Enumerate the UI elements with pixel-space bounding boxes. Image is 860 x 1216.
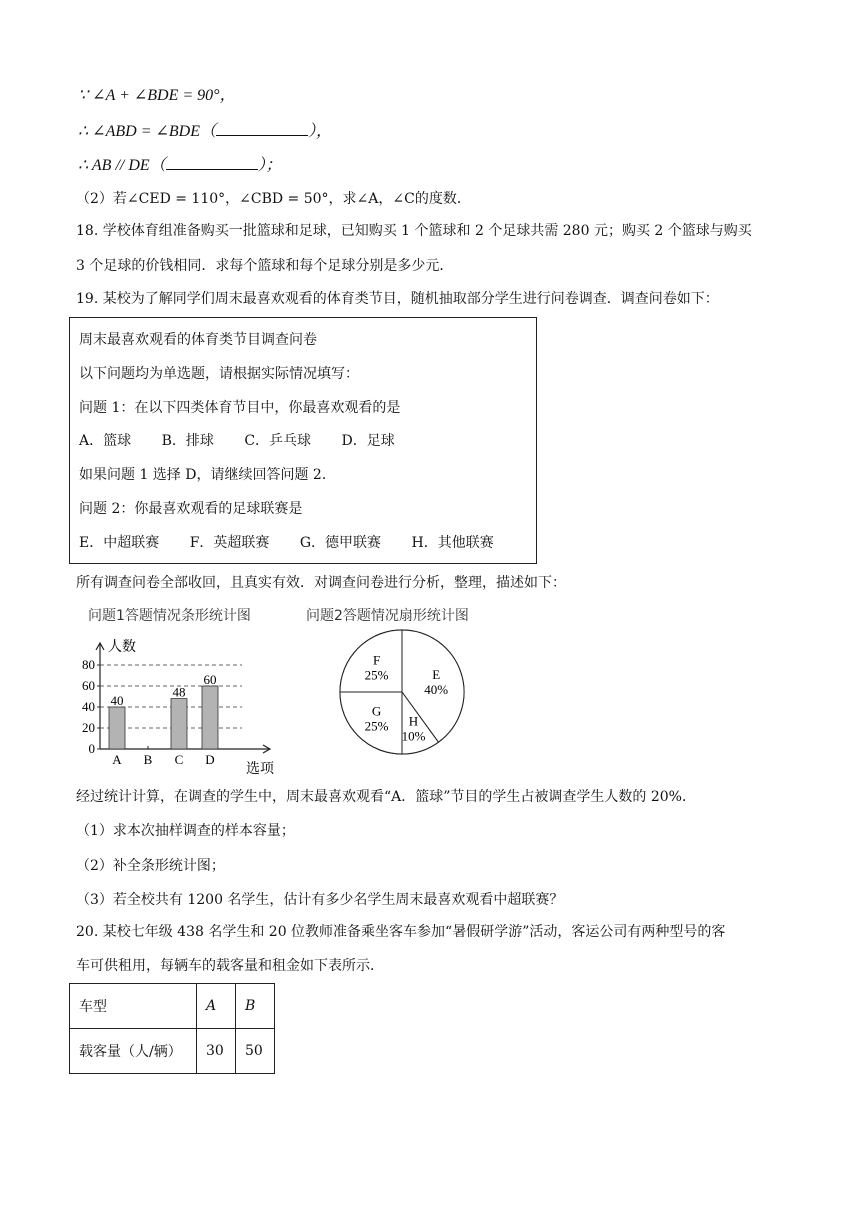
table-row — [70, 1029, 275, 1074]
survey-question-2: 问题 2：你最喜欢观看的足球联赛是 — [79, 501, 303, 517]
bus-table — [69, 983, 275, 1074]
pie-slice-name: E — [432, 666, 441, 682]
pie-slice-value: 25% — [364, 667, 389, 683]
pie-slice-value: 40% — [424, 681, 449, 697]
q19-sub2: （2）补全条形统计图； — [76, 858, 225, 874]
option-b: B．排球 — [161, 433, 214, 449]
pie-slice-name: F — [372, 652, 381, 668]
q18-line2: 3 个足球的价钱相同．求每个篮球和每个足球分别是多少元． — [76, 258, 454, 274]
pie-chart — [330, 626, 480, 758]
pie-slice-name: G — [371, 703, 382, 719]
bar-chart — [70, 628, 290, 778]
q20-line2: 车可供租用，每辆车的载客量和租金如下表所示． — [76, 958, 384, 974]
table-cell: 50 — [236, 1029, 275, 1074]
bar-chart-title: 问题1答题情况条形统计图 — [88, 608, 251, 624]
x-tick-label: B — [143, 752, 153, 767]
bar — [109, 707, 125, 749]
x-axis-label: 选项 — [246, 761, 274, 777]
option-g: G．德甲联赛 — [299, 535, 382, 551]
bar — [171, 699, 187, 749]
pie-slice-value: 25% — [364, 718, 389, 734]
option-f: F．英超联赛 — [189, 535, 270, 551]
pie-chart-title: 问题2答题情况扇形统计图 — [306, 608, 469, 624]
survey-followup: 如果问题 1 选择 D，请继续回答问题 2． — [79, 467, 336, 483]
table-cell: 载客量（人/辆） — [70, 1029, 197, 1074]
table-cell: 30 — [197, 1029, 236, 1074]
y-tick-label: 0 — [88, 741, 95, 756]
answer-blank-1 — [216, 121, 308, 136]
x-tick-label: A — [112, 752, 122, 767]
option-h: H．其他联赛 — [411, 535, 494, 551]
bar — [202, 686, 218, 749]
q18-line1: 18. 学校体育组准备购买一批篮球和足球，已知购买 1 个篮球和 2 个足球共需 280 元；购买 2 个篮球与购买 — [76, 223, 752, 239]
x-tick-label: C — [174, 752, 184, 767]
pie-slice-value: 10% — [401, 728, 426, 744]
bar-value-label: 60 — [203, 672, 217, 687]
q17-line2 — [78, 121, 332, 142]
y-tick-label: 20 — [82, 720, 95, 735]
table-row — [70, 984, 275, 1029]
y-axis-label: 人数 — [108, 639, 136, 655]
survey-question-1: 问题 1：在以下四类体育节目中，你最喜欢观看的是 — [79, 400, 401, 416]
option-e: E．中超联赛 — [79, 535, 160, 551]
q19-sub3: （3）若全校共有 1200 名学生，估计有多少名学生周末最喜欢观看中超联赛？ — [76, 892, 564, 908]
survey-instruction: 以下问题均为单选题，请根据实际情况填写： — [79, 366, 359, 382]
table-cell: 车型 — [70, 984, 197, 1029]
y-tick-label: 60 — [82, 678, 95, 693]
pie-slice — [340, 630, 402, 692]
q19-after-survey: 所有调查问卷全部收回，且真实有效．对调查问卷进行分析，整理，描述如下： — [76, 575, 566, 591]
q17-line1: ∵ ∠A + ∠BDE = 90°， — [78, 87, 236, 104]
x-tick-label: D — [205, 752, 215, 767]
bar-value-label: 48 — [172, 684, 186, 700]
q17-part2: （2）若∠CED = 110°，∠CBD = 50°，求∠A，∠C的度数． — [76, 191, 471, 207]
survey-q2-options — [79, 533, 520, 553]
q17-line3 — [78, 155, 282, 176]
y-tick-label: 80 — [82, 657, 95, 672]
y-tick-label: 40 — [82, 699, 95, 714]
answer-blank-2 — [166, 155, 258, 170]
bar-value-label: 40 — [110, 693, 124, 708]
table-cell: B — [236, 984, 275, 1029]
option-a: A．篮球 — [79, 433, 132, 449]
q19-stat: 经过统计计算，在调查的学生中，周末最喜欢观看“A．篮球”节目的学生占被调查学生人数的 20%． — [76, 789, 696, 805]
survey-title: 周末最喜欢观看的体育类节目调查问卷 — [79, 332, 317, 348]
survey-box — [69, 317, 537, 564]
pie-slice-name: H — [408, 713, 419, 729]
q19-sub1: （1）求本次抽样调查的样本容量； — [76, 823, 295, 839]
survey-q1-options — [79, 431, 421, 451]
q17-line3-text: ∴ AB // DE（ — [78, 157, 166, 174]
option-d: D．足球 — [341, 433, 395, 449]
q20-line1: 20. 某校七年级 438 名学生和 20 位教师准备乘坐客车参加“暑假研学游”活动，客运公司有两种型号的客 — [76, 924, 726, 940]
table-cell: A — [197, 984, 236, 1029]
q17-line3-close: ）； — [257, 157, 282, 174]
option-c: C．乒乓球 — [244, 433, 312, 449]
q17-line2-close: ）， — [308, 123, 333, 140]
q19-intro: 19. 某校为了解同学们周末最喜欢观看的体育类节目，随机抽取部分学生进行问卷调查．调查问卷如下： — [76, 291, 719, 307]
q17-line2-text: ∴ ∠ABD = ∠BDE（ — [78, 123, 216, 140]
